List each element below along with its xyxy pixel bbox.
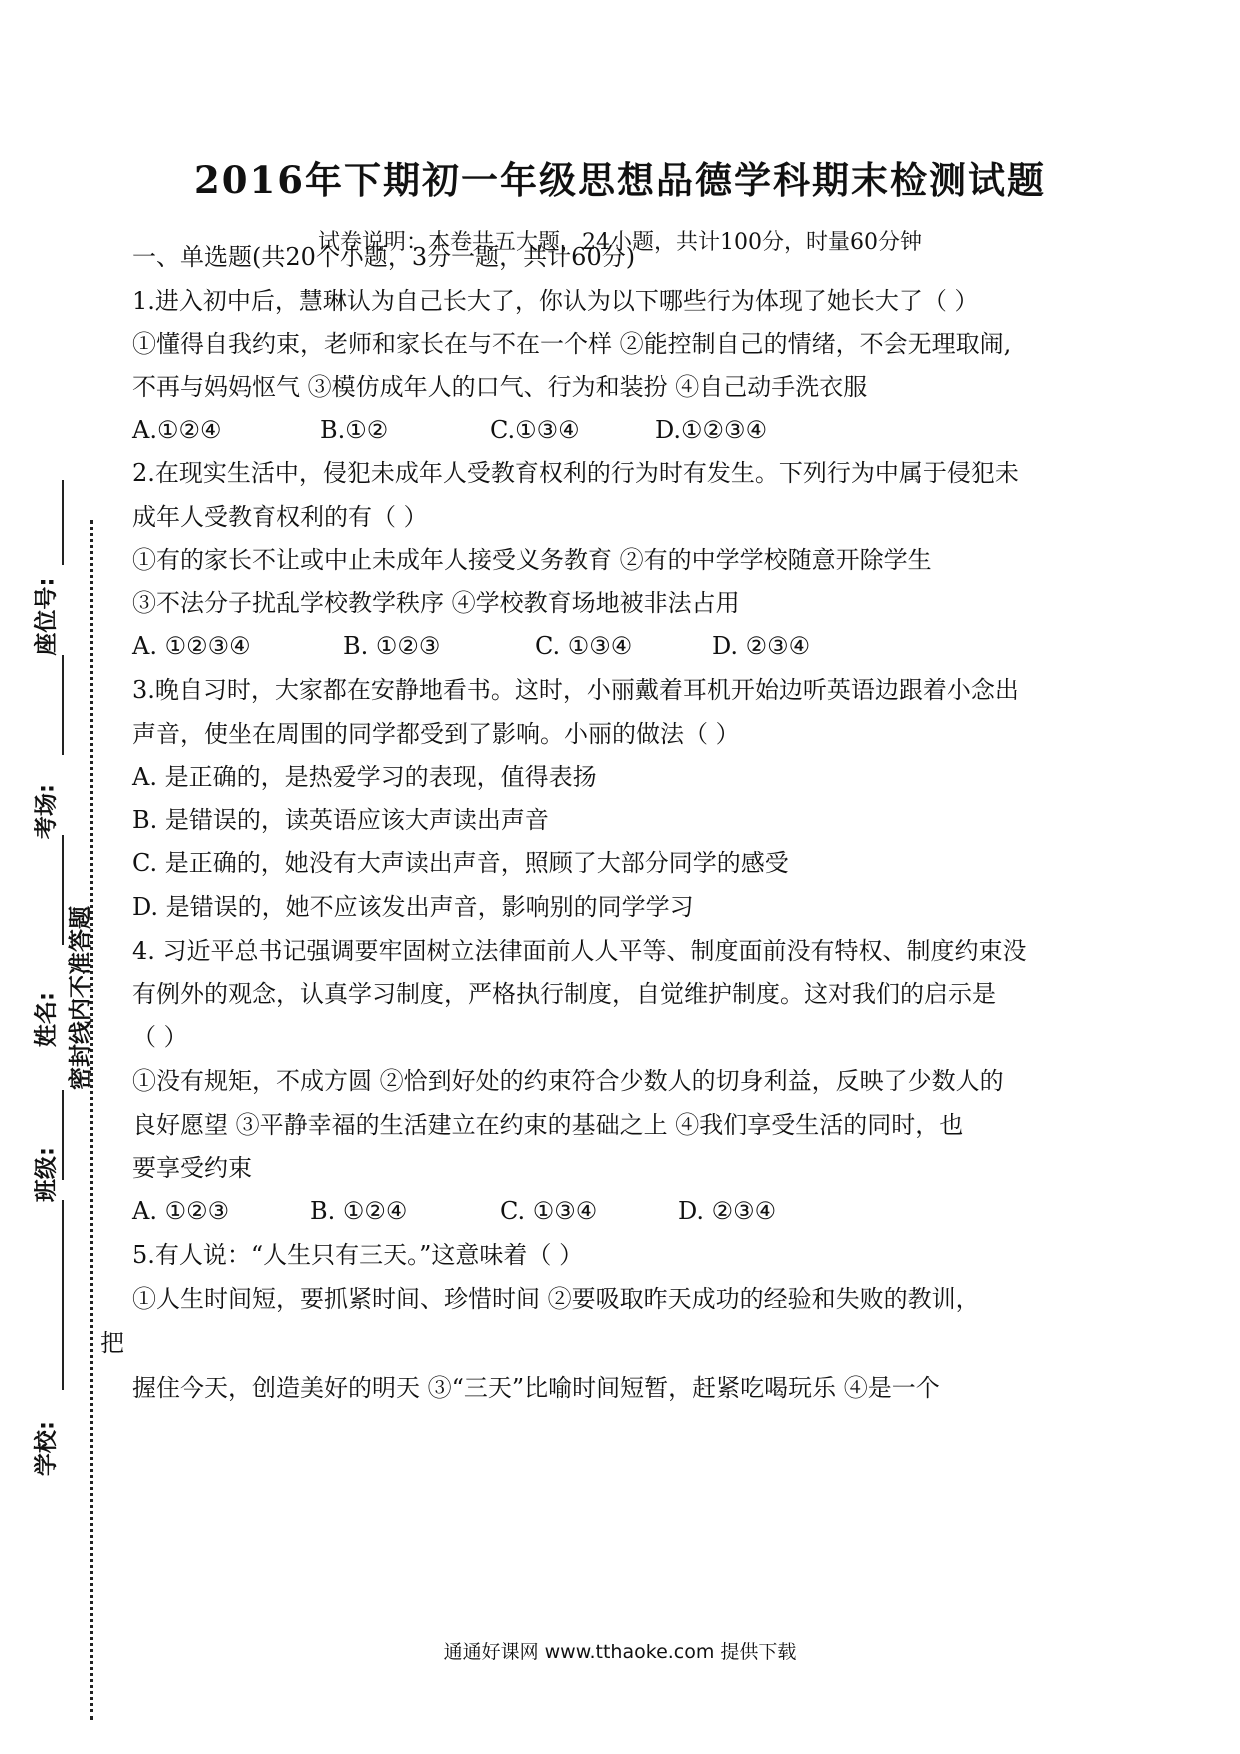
question-stem: 1.进入初中后，慧琳认为自己长大了，你认为以下哪些行为体现了她长大了（ ） [132, 287, 979, 315]
option-a: A. ①②③④ [132, 632, 251, 660]
question-statements: ①有的家长不让或中止未成年人接受义务教育 ②有的中学学校随意开除学生 [132, 546, 932, 574]
footer-source: 通通好课网 www.tthaoke.com 提供下载 [443, 1641, 797, 1663]
seal-warning: 密封线内不准答题 [68, 906, 94, 1090]
question-stem: 4. 习近平总书记强调要牢固树立法律面前人人平等、制度面前没有特权、制度约束没 [132, 937, 1027, 965]
question-stem: 声音，使坐在周围的同学都受到了影响。小丽的做法（ ） [132, 720, 740, 748]
option-d: D. ②③④ [678, 1197, 777, 1225]
option-c: C. 是正确的，她没有大声读出声音，照顾了大部分同学的感受 [132, 849, 789, 877]
school-underline [62, 1200, 64, 1390]
option-d: D.①②③④ [655, 416, 768, 444]
option-c: C. ①③④ [535, 632, 633, 660]
question-statements: 不再与妈妈怄气 ③模仿成年人的口气、行为和装扮 ④自己动手洗衣服 [132, 373, 868, 401]
class-underline [62, 1090, 64, 1180]
question-stem: 5.有人说：“人生只有三天。”这意味着（ ） [132, 1241, 584, 1269]
question-stem: 3.晚自习时，大家都在安静地看书。这时，小丽戴着耳机开始边听英语边跟着小念出 [132, 676, 1019, 704]
exam-room-label: 考场: [33, 783, 60, 840]
option-c: C.①③④ [490, 416, 580, 444]
section-heading: 一、单选题(共20个小题，3分一题，共计60分) [132, 243, 636, 271]
question-stem: 有例外的观念，认真学习制度，严格执行制度，自觉维护制度。这对我们的启示是 [132, 980, 996, 1008]
option-a: A.①②④ [132, 416, 222, 444]
exam-instructions: 试卷说明：本卷共五大题，24小题，共计100分，时量60分钟 [318, 230, 922, 255]
question-statements: ①人生时间短，要抓紧时间、珍惜时间 ②要吸取昨天成功的经验和失败的教训， [132, 1285, 980, 1313]
question-statements: 要享受约束 [132, 1154, 252, 1182]
name-label: 姓名: [33, 991, 60, 1048]
question-statements: 握住今天，创造美好的明天 ③“三天”比喻时间短暂，赶紧吃喝玩乐 ④是一个 [132, 1374, 940, 1402]
option-d: D. ②③④ [712, 632, 811, 660]
room-underline [62, 655, 64, 755]
question-statements: ③不法分子扰乱学校教学秩序 ④学校教育场地被非法占用 [132, 589, 740, 617]
option-b: B. 是错误的，读英语应该大声读出声音 [132, 806, 549, 834]
class-label: 班级: [33, 1146, 60, 1203]
school-label: 学校: [33, 1420, 60, 1477]
option-a: A. ①②③ [132, 1197, 230, 1225]
question-statements: ①没有规矩，不成方圆 ②恰到好处的约束符合少数人的切身利益，反映了少数人的 [132, 1067, 1004, 1095]
page-title: 2016年下期初一年级思想品德学科期末检测试题 [194, 158, 1046, 202]
question-statements: 良好愿望 ③平静幸福的生活建立在约束的基础之上 ④我们享受生活的同时，也 [132, 1111, 964, 1139]
question-statements: ①懂得自我约束，老师和家长在与不在一个样 ②能控制自己的情绪，不会无理取闹, [132, 330, 1012, 358]
question-statements: 把 [100, 1329, 124, 1357]
option-a: A. 是正确的，是热爱学习的表现，值得表扬 [132, 763, 597, 791]
question-stem: 2.在现实生活中，侵犯未成年人受教育权利的行为时有发生。下列行为中属于侵犯未 [132, 459, 1019, 487]
seal-dotted-line [90, 520, 93, 1720]
option-b: B. ①②④ [310, 1197, 408, 1225]
seat-label: 座位号: [33, 577, 60, 656]
answer-bracket: （ ） [132, 1023, 188, 1051]
option-c: C. ①③④ [500, 1197, 598, 1225]
option-b: B. ①②③ [343, 632, 441, 660]
option-d: D. 是错误的，她不应该发出声音，影响别的同学学习 [132, 893, 694, 921]
option-b: B.①② [320, 416, 389, 444]
seat-underline [62, 480, 64, 565]
question-stem: 成年人受教育权利的有（ ） [132, 503, 428, 531]
